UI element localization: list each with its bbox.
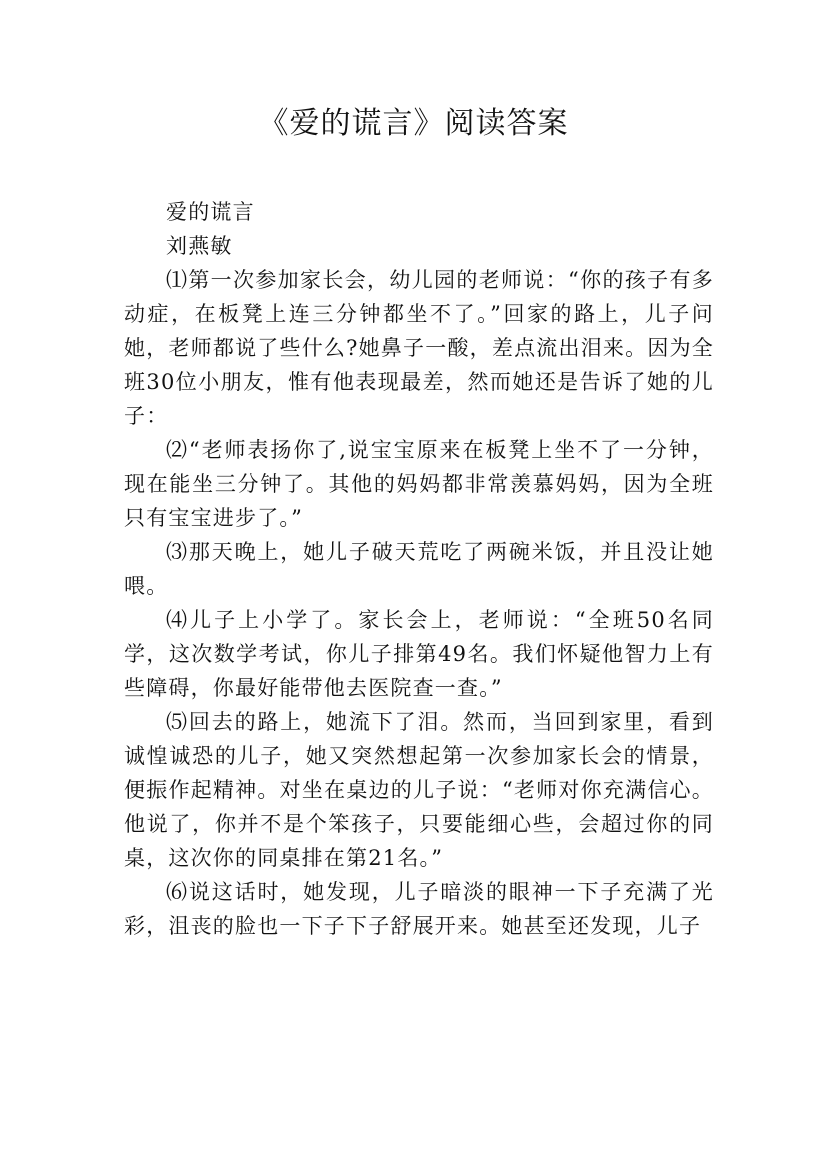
paragraph-6: ⑹说这话时，她发现，儿子暗淡的眼神一下子充满了光彩，沮丧的脸也一下子下子舒展开来。她甚至还发现，儿子 <box>124 880 714 938</box>
paragraph-5: ⑸回去的路上，她流下了泪。然而，当回到家里，看到诚惶诚恐的儿子，她又突然想起第一次参加家长会的情景，便振作起精神。对坐在桌边的儿子说：“老师对你充满信心。他说了，你并不是个笨孩子，只要能细心些，会超过你的同桌，这次你的同桌排在第21名。” <box>124 710 714 870</box>
paragraph-1: ⑴第一次参加家长会，幼儿园的老师说：“你的孩子有多动症，在板凳上连三分钟都坐不了。”回家的路上，儿子问她，老师都说了些什么?她鼻子一酸，差点流出泪来。因为全班30位小朋友，惟有他表现最差，然而她还是告诉了她的儿子： <box>124 268 714 428</box>
document-body <box>124 195 714 943</box>
article-title: 爱的谎言 <box>166 200 255 224</box>
paragraph-2: ⑵“老师表扬你了,说宝宝原来在板凳上坐不了一分钟，现在能坐三分钟了。其他的妈妈都非常羡慕妈妈，因为全班只有宝宝进步了。” <box>124 438 714 530</box>
article-author: 刘燕敏 <box>166 234 233 258</box>
document-title: 《爱的谎言》阅读答案 <box>258 106 569 141</box>
paragraph-3: ⑶那天晚上，她儿子破天荒吃了两碗米饭，并且没让她喂。 <box>124 540 714 598</box>
paragraph-4: ⑷儿子上小学了。家长会上，老师说：“全班50名同学，这次数学考试，你儿子排第49名。我们怀疑他智力上有些障碍，你最好能带他去医院查一查。” <box>124 608 714 700</box>
